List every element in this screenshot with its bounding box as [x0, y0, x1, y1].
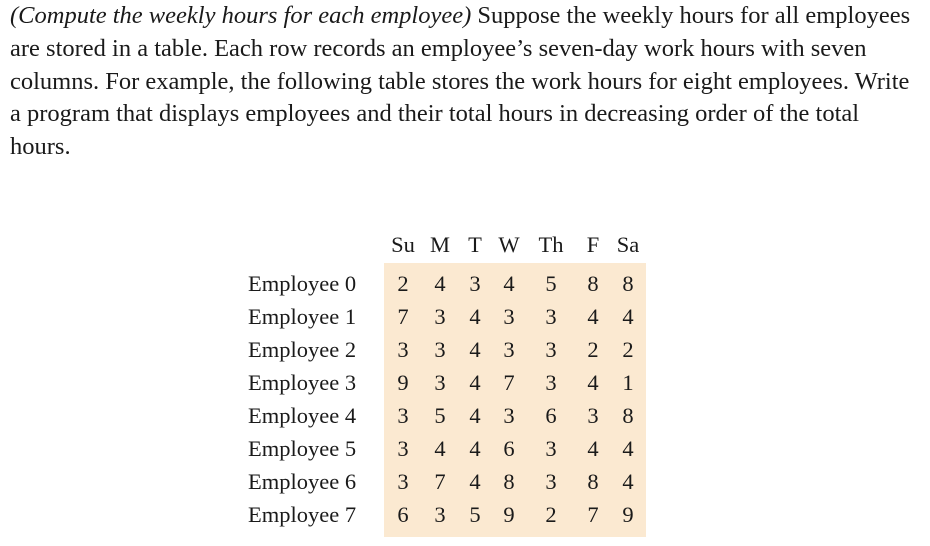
day-header: F — [586, 231, 600, 257]
day-header: T — [468, 231, 482, 257]
hours-cell: 3 — [384, 432, 422, 465]
employee-label: Employee 3 — [248, 369, 357, 395]
employee-row — [248, 399, 646, 432]
hours-cell: 5 — [422, 399, 458, 432]
hours-cell: 4 — [576, 366, 610, 399]
hours-cell: 3 — [422, 498, 458, 537]
employee-rows — [248, 263, 646, 537]
hours-cell: 5 — [526, 263, 576, 300]
hours-cell: 2 — [384, 263, 422, 300]
hours-cell: 6 — [526, 399, 576, 432]
hours-cell: 4 — [422, 263, 458, 300]
hours-cell: 2 — [526, 498, 576, 537]
hours-cell: 8 — [610, 263, 646, 300]
day-header: Th — [538, 231, 564, 257]
weekly-hours-table — [248, 226, 646, 537]
hours-cell: 9 — [492, 498, 526, 537]
employee-label: Employee 2 — [248, 336, 357, 362]
problem-statement — [10, 0, 915, 164]
hours-cell: 3 — [526, 465, 576, 498]
day-header: Sa — [616, 231, 640, 257]
hours-cell: 6 — [384, 498, 422, 537]
hours-cell: 4 — [492, 263, 526, 300]
hours-cell: 1 — [610, 366, 646, 399]
day-header: Su — [391, 231, 415, 257]
hours-cell: 3 — [526, 333, 576, 366]
hours-cell: 8 — [610, 399, 646, 432]
hours-cell: 3 — [384, 333, 422, 366]
hours-cell: 3 — [526, 366, 576, 399]
problem-body: Suppose the weekly hours for all employees are stored in a table. Each row records an employee’s seven-day work hours with seven columns. For example, the following table stores the work hours for eight employees. Write a program that displays employees and their total hours in decreasing order of the total hours. — [10, 2, 911, 161]
hours-cell: 4 — [610, 300, 646, 333]
day-header: W — [498, 231, 520, 257]
hours-cell: 7 — [492, 366, 526, 399]
hours-cell: 3 — [492, 333, 526, 366]
hours-cell: 4 — [458, 366, 492, 399]
hours-cell: 9 — [384, 366, 422, 399]
hours-cell: 9 — [610, 498, 646, 537]
hours-cell: 7 — [384, 300, 422, 333]
hours-cell: 4 — [576, 432, 610, 465]
hours-cell: 3 — [526, 432, 576, 465]
problem-title: (Compute the weekly hours for each employee) — [10, 2, 472, 29]
hours-cell: 4 — [458, 465, 492, 498]
hours-cell: 3 — [458, 263, 492, 300]
header-corner — [248, 226, 384, 263]
hours-cell: 4 — [576, 300, 610, 333]
hours-cell: 8 — [492, 465, 526, 498]
hours-cell: 4 — [422, 432, 458, 465]
employee-label: Employee 6 — [248, 468, 357, 494]
hours-cell: 8 — [576, 263, 610, 300]
hours-cell: 8 — [576, 465, 610, 498]
hours-cell: 4 — [458, 333, 492, 366]
hours-cell: 2 — [610, 333, 646, 366]
hours-cell: 4 — [610, 465, 646, 498]
hours-cell: 5 — [458, 498, 492, 537]
employee-row — [248, 498, 646, 537]
hours-cell: 3 — [526, 300, 576, 333]
hours-cell: 3 — [384, 465, 422, 498]
employee-row — [248, 366, 646, 399]
hours-cell: 3 — [492, 300, 526, 333]
hours-cell: 3 — [576, 399, 610, 432]
hours-cell: 7 — [576, 498, 610, 537]
day-header: M — [429, 231, 450, 257]
hours-cell: 4 — [610, 432, 646, 465]
employee-row — [248, 263, 646, 300]
employee-row — [248, 300, 646, 333]
employee-label: Employee 7 — [248, 501, 357, 527]
employee-label: Employee 5 — [248, 435, 357, 461]
employee-row — [248, 465, 646, 498]
employee-label: Employee 0 — [248, 270, 357, 296]
hours-cell: 3 — [422, 333, 458, 366]
employee-row — [248, 432, 646, 465]
hours-cell: 2 — [576, 333, 610, 366]
employee-row — [248, 333, 646, 366]
hours-cell: 3 — [384, 399, 422, 432]
hours-cell: 6 — [492, 432, 526, 465]
hours-cell: 3 — [492, 399, 526, 432]
hours-cell: 4 — [458, 300, 492, 333]
hours-cell: 3 — [422, 366, 458, 399]
employee-label: Employee 1 — [248, 303, 357, 329]
hours-cell: 3 — [422, 300, 458, 333]
employee-label: Employee 4 — [248, 402, 357, 428]
hours-cell: 4 — [458, 432, 492, 465]
day-header-row — [248, 226, 646, 263]
hours-cell: 7 — [422, 465, 458, 498]
hours-cell: 4 — [458, 399, 492, 432]
